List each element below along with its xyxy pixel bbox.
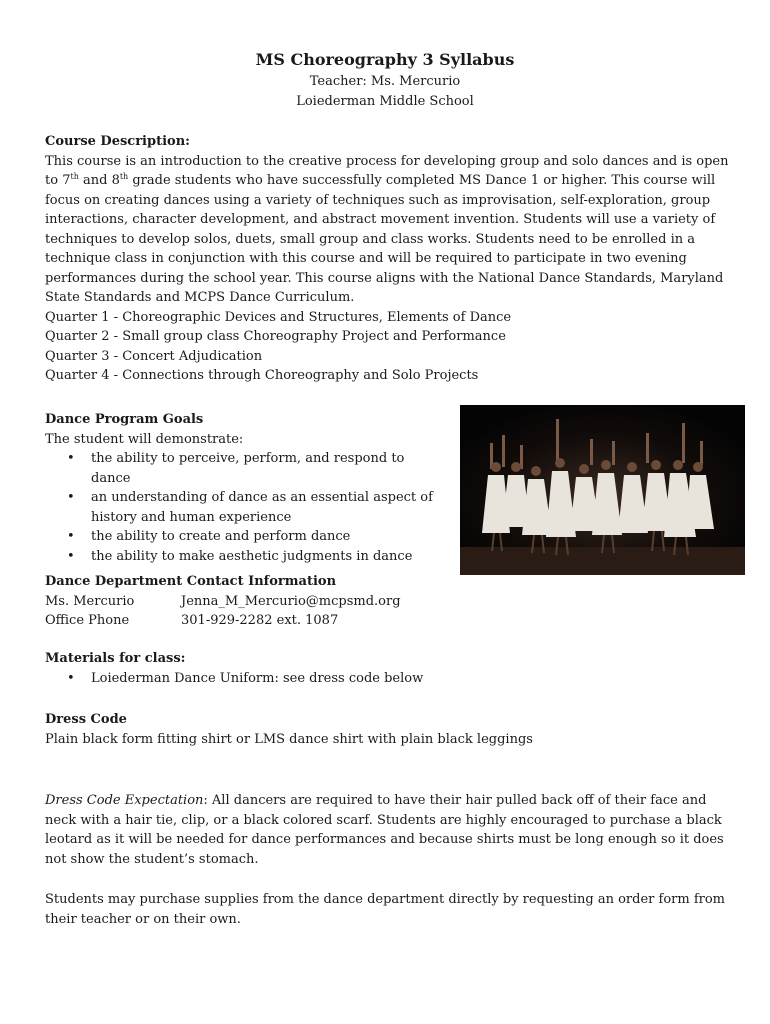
contact-label: Ms. Mercurio <box>45 593 135 609</box>
dress-code-section <box>45 710 735 749</box>
grade-eight: and 8 <box>78 173 120 188</box>
quarter-3: Quarter 3 - Concert Adjudication <box>45 348 263 364</box>
quarter-4: Quarter 4 - Connections through Choreography and Solo Projects <box>45 368 479 383</box>
course-description-heading: Course Description: <box>45 134 190 149</box>
materials-item: • Loiederman Dance Uniform: see dress code below <box>91 669 735 689</box>
dress-code-heading: Dress Code <box>45 712 127 727</box>
dress-code-expectation-section <box>45 791 735 869</box>
supplies-section <box>45 890 735 929</box>
supplies-text: Students may purchase supplies from the dance department directly by requesting an order form from their teacher or on their own. <box>45 892 725 927</box>
dancers-image <box>460 405 745 575</box>
goal-item: • the ability to perceive, perform, and respond to dance <box>91 449 445 488</box>
goals-heading: Dance Program Goals <box>45 412 204 427</box>
quarter-1: Quarter 1 - Choreographic Devices and Structures, Elements of Dance <box>45 309 512 325</box>
contact-row-phone <box>45 611 735 631</box>
dress-code-expectation <box>45 791 735 869</box>
course-description-rest: grade students who have successfully completed MS Dance 1 or higher. This course will focus on creating dances using a variety of techniques such as improvisation, self-exploration, group interactions, character development, and abstract movement invention. Students will use a variety of techniques to develop solos, duets, small group and class works. Students need to be enrolled in a technique class in conjunction with this course and will be required to participate in two evening performances during the school year. This course aligns with the National Dance Standards, Maryland State Standards and MCPS Dance Curriculum. <box>45 173 724 305</box>
course-description-section <box>45 132 735 386</box>
grade-eight-sup: th <box>119 172 129 181</box>
contact-phone: 301-929-2282 ext. 1087 <box>181 613 339 628</box>
goal-item: • the ability to make aesthetic judgments in dance <box>91 547 445 567</box>
goals-list <box>45 449 445 566</box>
dance-performance-photo <box>460 405 745 575</box>
materials-section <box>45 649 735 688</box>
document-header <box>0 48 770 112</box>
course-description-text <box>45 152 735 308</box>
teacher-line: Teacher: Ms. Mercurio <box>309 74 461 89</box>
quarter-2: Quarter 2 - Small group class Choreography Project and Performance <box>45 329 506 344</box>
materials-heading: Materials for class: <box>45 651 186 666</box>
expectation-label: Dress Code Expectation <box>45 793 204 808</box>
contact-heading: Dance Department Contact Information <box>45 574 337 589</box>
program-goals-section <box>45 410 445 566</box>
grade-seven-sup: th <box>70 172 79 181</box>
contact-email[interactable]: Jenna_M_Mercurio@mcpsmd.org <box>181 593 401 609</box>
goals-intro: The student will demonstrate: <box>45 431 244 447</box>
dress-code-text: Plain black form fitting shirt or LMS dance shirt with plain black leggings <box>45 731 533 747</box>
contact-row-teacher <box>45 592 735 612</box>
page-title: MS Choreography 3 Syllabus <box>255 50 515 69</box>
goal-item: • an understanding of dance as an essential aspect of history and human experience <box>91 488 445 527</box>
expectation-text: : All dancers are required to have their hair pulled back off of their face and neck with a hair tie, clip, or a black colored scarf. Students are highly encouraged to purchase a black leotard as it will be needed for dance performances and because shirts must be long enough so it does not show the student’s stomach. <box>45 793 724 867</box>
school-line: Loiederman Middle School <box>296 94 474 109</box>
contact-section <box>45 572 735 631</box>
goal-item: • the ability to create and perform dance <box>91 527 445 547</box>
course-description-line1: This course is an introduction to the creative process for developing group and solo dances and is open to <box>45 153 729 188</box>
materials-list <box>45 669 735 689</box>
grade-seven: 7 <box>62 173 71 188</box>
contact-label: Office Phone <box>45 613 130 628</box>
